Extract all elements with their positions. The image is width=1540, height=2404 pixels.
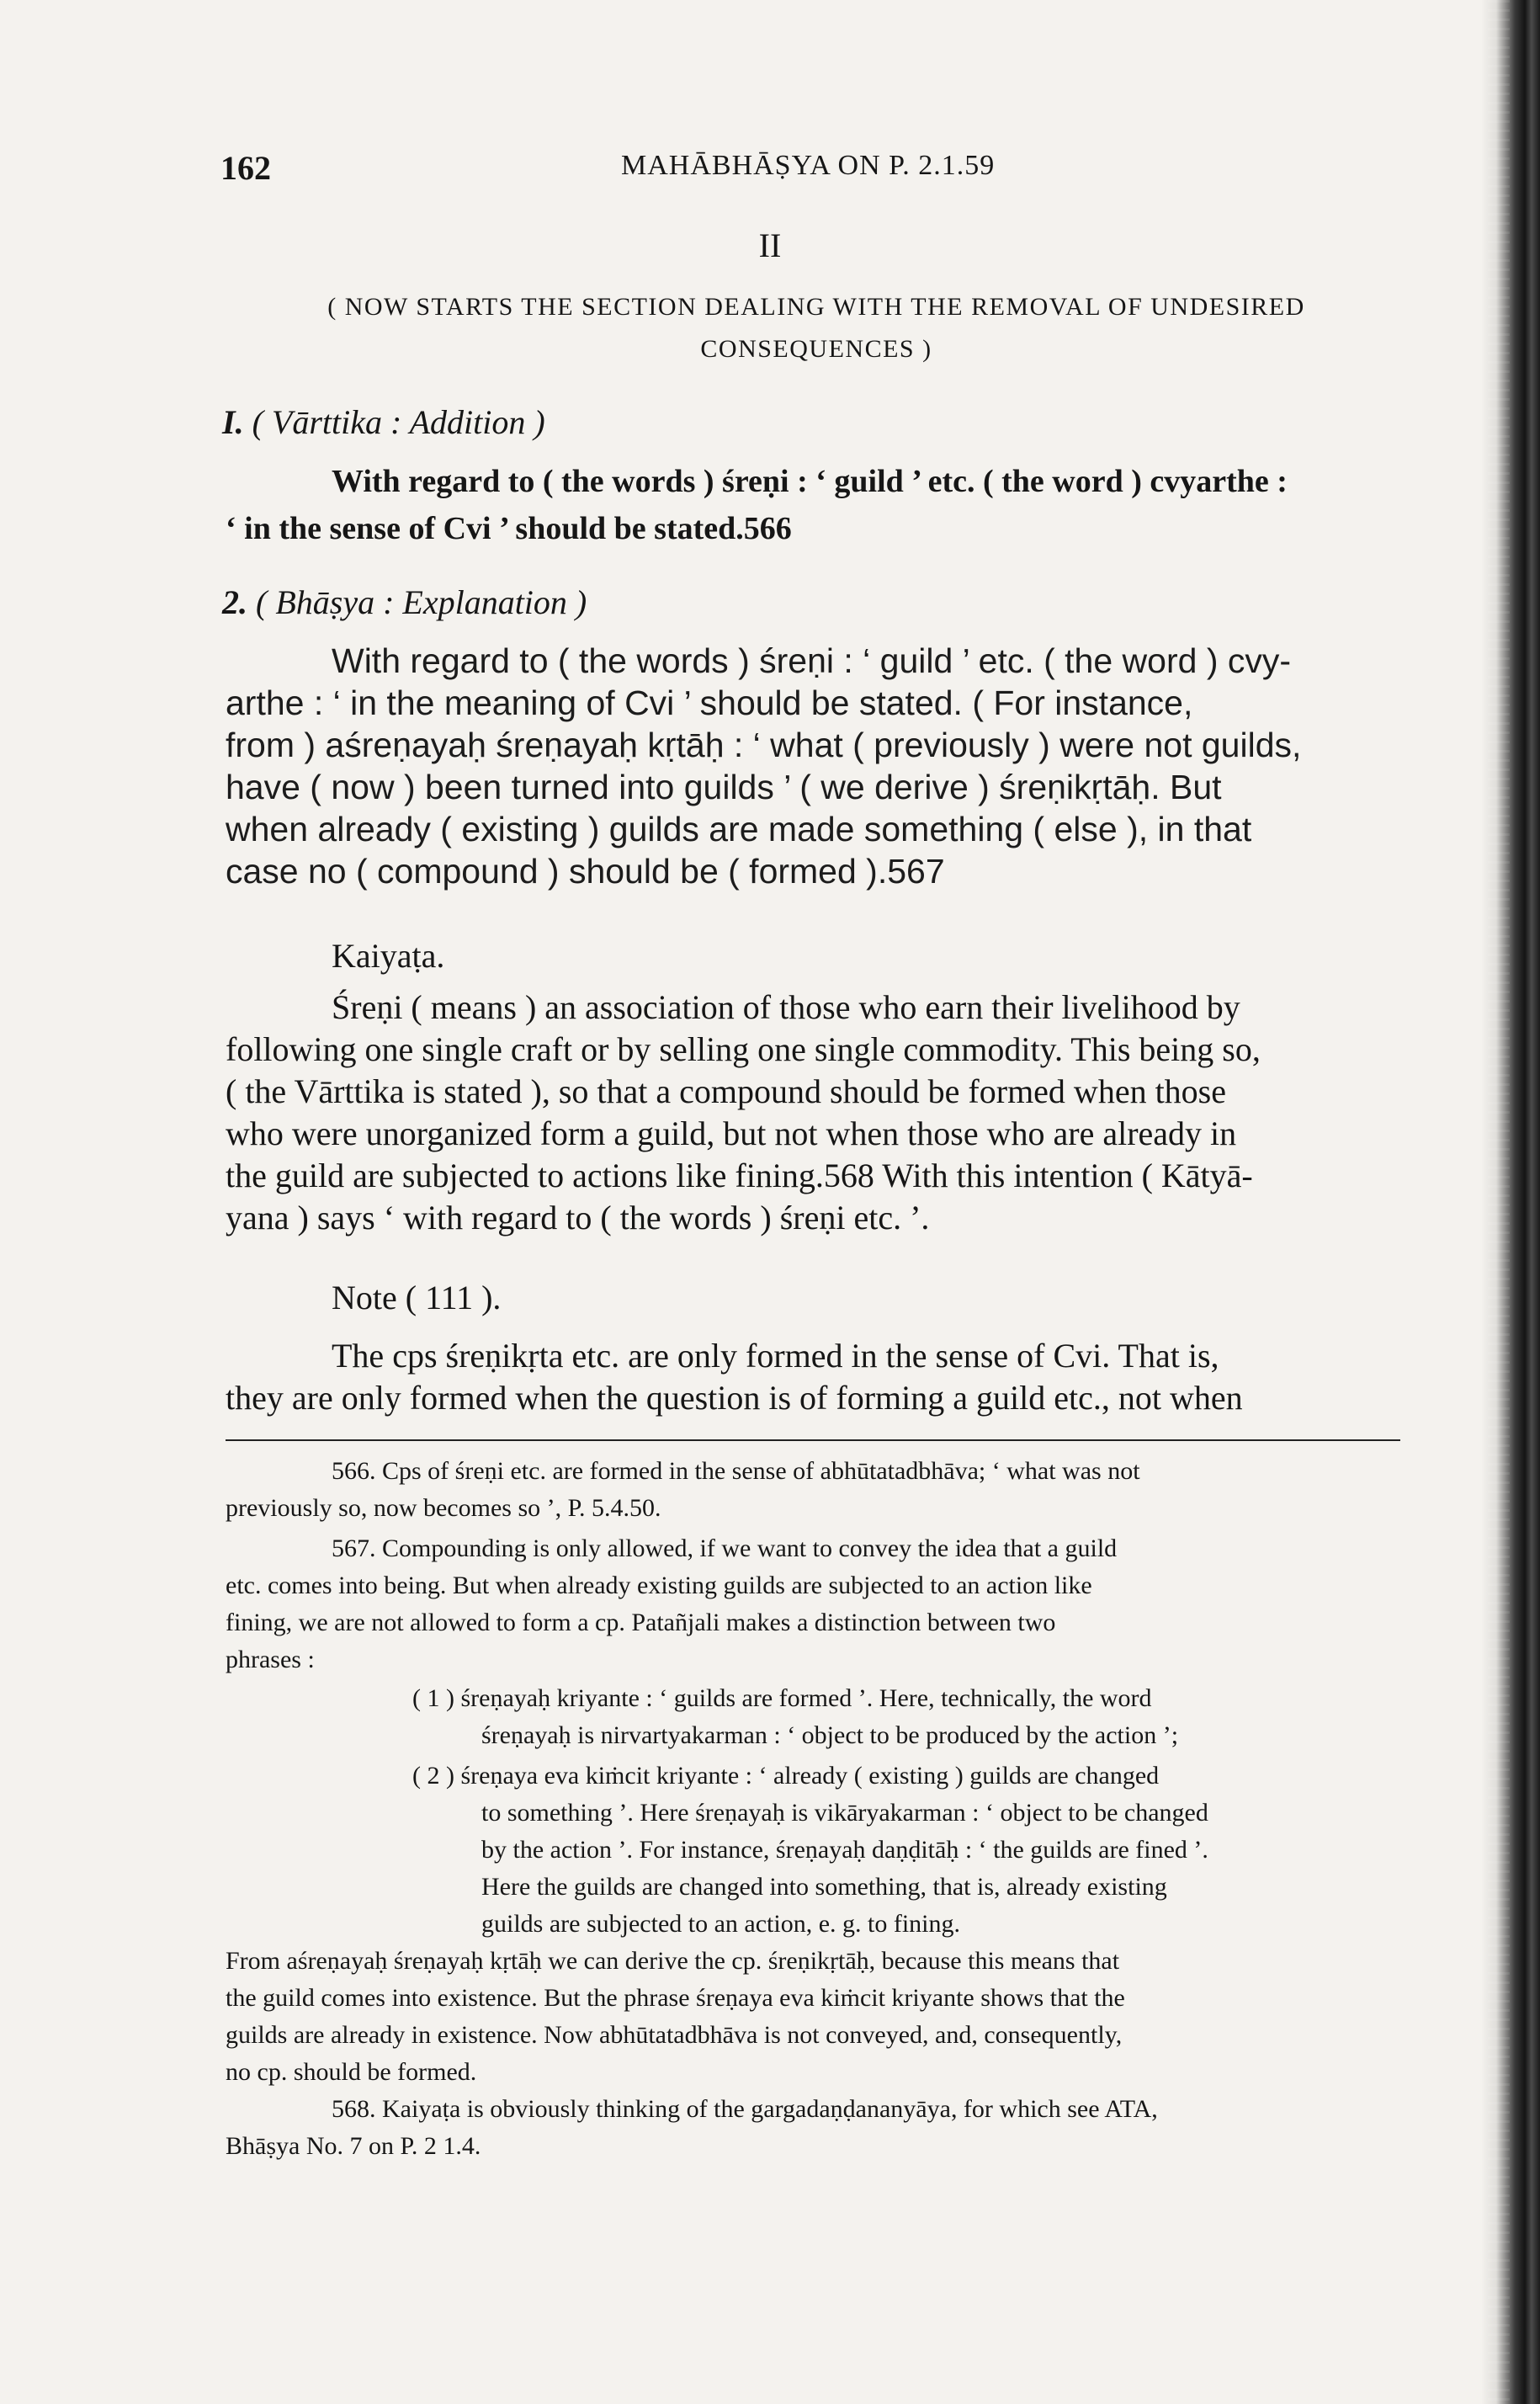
varttika-heading: [222, 402, 545, 442]
binding-texture: [1488, 0, 1510, 2404]
text-line: from ) aśreṇayaḥ śreṇayaḥ kṛtāḥ : ‘ what ( previously ) were not guilds,: [226, 726, 1302, 764]
text-line: case no ( compound ) should be ( formed ).567: [226, 852, 945, 891]
bhasya-text: [226, 640, 1400, 892]
section-numeral: II: [758, 226, 782, 264]
text-line: no cp. should be formed.: [226, 2058, 477, 2086]
text-line: guilds are already in existence. Now abhūtatadbhāva is not conveyed, and, consequently,: [226, 2021, 1123, 2049]
kaiyata-text: [226, 987, 1400, 1239]
varttika-text: [226, 458, 1400, 552]
running-head: MAHĀBHĀṢYA ON P. 2.1.59: [621, 150, 996, 181]
text-line: following one single craft or by selling one single commodity. This being so,: [226, 1030, 1261, 1068]
text-line: when already ( existing ) guilds are made something ( else ), in that: [226, 810, 1252, 848]
varttika-label: ( Vārttika : Addition ): [252, 403, 545, 441]
footnote-566: [226, 1453, 1400, 1527]
footnote-rule: [226, 1439, 1400, 1441]
text-line: 566. Cps of śreṇi etc. are formed in the sense of abhūtatadbhāva; ‘ what was not: [332, 1457, 1140, 1485]
text-line: fining, we are not allowed to form a cp. Patañjali makes a distinction between two: [226, 1609, 1056, 1636]
text-line: The cps śreṇikṛta etc. are only formed in the sense of Cvi. That is,: [332, 1337, 1219, 1375]
text-line: phrases :: [226, 1646, 315, 1673]
varttika-number: I.: [222, 403, 244, 441]
text-line: yana ) says ‘ with regard to ( the words ) śreṇi etc. ’.: [226, 1199, 930, 1237]
text-line: 568. Kaiyaṭa is obviously thinking of the gargadaṇḍananyāya, for which see ATA,: [332, 2095, 1158, 2123]
text-line: who were unorganized form a guild, but not when those who are already in: [226, 1114, 1237, 1152]
footnote-567-item-1: [412, 1680, 1400, 1754]
text-line: śreṇayaḥ is nirvartyakarman : ‘ object to be produced by the action ’;: [481, 1721, 1179, 1749]
footnote-567-item-2: [412, 1758, 1400, 1943]
bhasya-number: 2.: [222, 583, 247, 621]
text-line: etc. comes into being. But when already existing guilds are subjected to an action like: [226, 1572, 1092, 1599]
text-line: Bhāṣya No. 7 on P. 2 1.4.: [226, 2132, 481, 2160]
text-line: they are only formed when the question is of forming a guild etc., not when: [226, 1379, 1243, 1417]
text-line: to something ’. Here śreṇayaḥ is vikāryakarman : ‘ object to be changed: [481, 1799, 1208, 1827]
text-line: guilds are subjected to an action, e. g. to fining.: [481, 1910, 961, 1938]
text-line: 567. Compounding is only allowed, if we want to convey the idea that a guild: [332, 1534, 1118, 1562]
text-line: previously so, now becomes so ’, P. 5.4.50.: [226, 1494, 661, 1522]
text-line: arthe : ‘ in the meaning of Cvi ’ should be stated. ( For instance,: [226, 683, 1193, 722]
text-line: With regard to ( the words ) śreṇi : ‘ guild ’ etc. ( the word ) cvy-: [332, 641, 1292, 680]
text-line: have ( now ) been turned into guilds ’ ( we derive ) śreṇikṛtāḥ. But: [226, 768, 1222, 806]
text-line: ( 1 ) śreṇayaḥ kriyante : ‘ guilds are formed ’. Here, technically, the word: [412, 1684, 1152, 1712]
note-text: [226, 1335, 1400, 1419]
text-line: Here the guilds are changed into something, that is, already existing: [481, 1873, 1167, 1901]
kaiyata-heading: Kaiyaṭa.: [332, 937, 445, 975]
text-line: Śreṇi ( means ) an association of those who earn their livelihood by: [332, 988, 1240, 1026]
text-line: From aśreṇayaḥ śreṇayaḥ kṛtāḥ we can derive the cp. śreṇikṛtāḥ, because this means that: [226, 1947, 1120, 1975]
footnote-568: [226, 2091, 1400, 2165]
bhasya-heading: [222, 582, 587, 622]
text-line: ‘ in the sense of Cvi ’ should be stated.566: [226, 511, 792, 546]
section-title: ( NOW STARTS THE SECTION DEALING WITH THE REMOVAL OF UNDESIRED CONSEQUENCES ): [327, 293, 1305, 363]
page-number: 162: [220, 149, 271, 187]
text-line: by the action ’. For instance, śreṇayaḥ daṇḍitāḥ : ‘ the guilds are fined ’.: [481, 1836, 1208, 1864]
text-line: ( 2 ) śreṇaya eva kiṁcit kriyante : ‘ already ( existing ) guilds are changed: [412, 1762, 1160, 1790]
footnote-567-continued: [226, 1943, 1400, 2091]
text-line: the guild are subjected to actions like fining.568 With this intention ( Kātyā-: [226, 1157, 1253, 1194]
bhasya-label: ( Bhāṣya : Explanation ): [256, 583, 587, 621]
footnote-567: [226, 1530, 1400, 1678]
note-heading: Note ( 111 ).: [332, 1279, 502, 1316]
text-line: With regard to ( the words ) śreṇi : ‘ guild ’ etc. ( the word ) cvyarthe :: [332, 464, 1288, 499]
text-line: the guild comes into existence. But the phrase śreṇaya eva kiṁcit kriyante shows that the: [226, 1984, 1125, 2012]
text-line: ( the Vārttika is stated ), so that a compound should be formed when those: [226, 1072, 1227, 1110]
